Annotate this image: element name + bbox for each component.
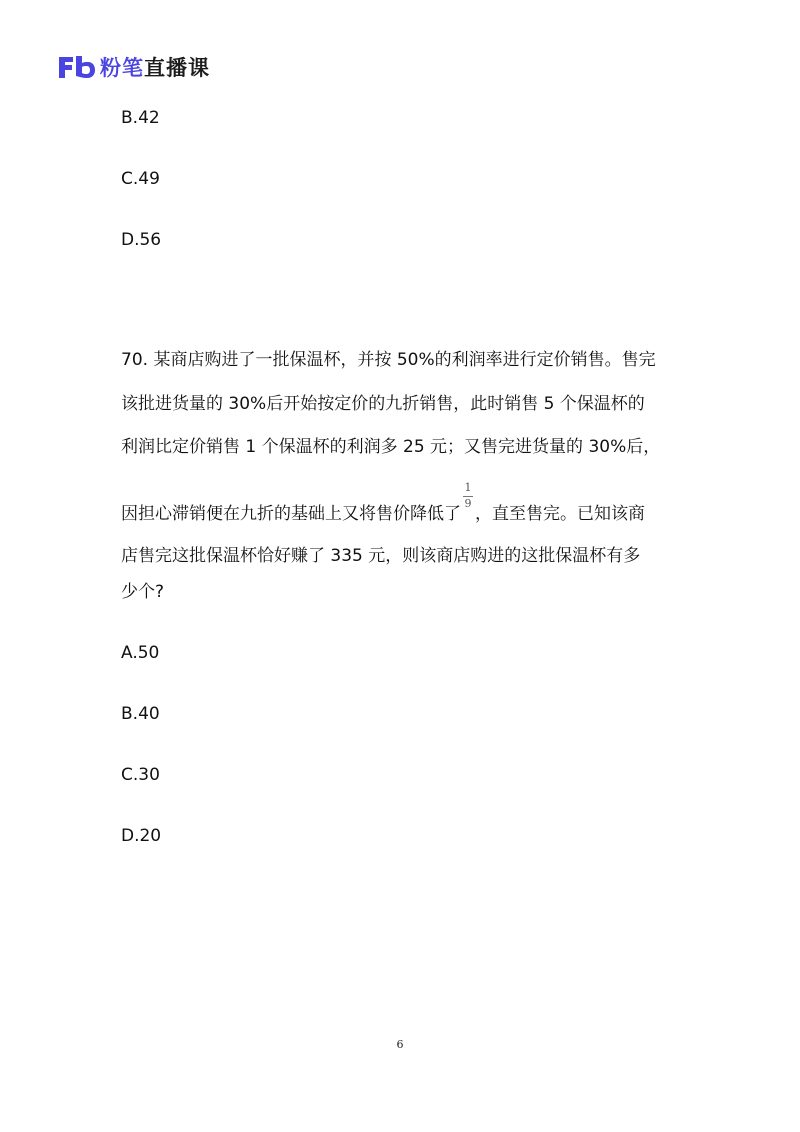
product-text: 直播课	[144, 56, 210, 80]
question-line-4	[121, 481, 645, 524]
option-c-prev: C.49	[121, 169, 160, 189]
option-b: B.40	[121, 704, 160, 724]
question-line-4-start: 因担心滞销便在九折的基础上又将售价降低了	[121, 504, 461, 524]
question-line-3: 利润比定价销售 1 个保温杯的利润多 25 元；又售完进货量的 30%后，	[121, 437, 661, 457]
page-number: 6	[396, 1038, 404, 1051]
brand-text: 粉笔	[100, 56, 144, 80]
question-line-5: 店售完这批保温杯恰好赚了 335 元，则该商店购进的这批保温杯有多	[121, 546, 641, 566]
option-a: A.50	[121, 643, 160, 663]
question-line-2: 该批进货量的 30%后开始按定价的九折销售，此时销售 5 个保温杯的	[121, 394, 645, 414]
option-d-prev: D.56	[121, 230, 162, 250]
fraction-one-ninth	[462, 482, 474, 522]
question-line-1: 70. 某商店购进了一批保温杯，并按 50%的利润率进行定价销售。售完	[121, 350, 656, 370]
option-b-prev: B.42	[121, 108, 160, 128]
fb-logo-icon	[56, 52, 96, 82]
brand-logo	[56, 52, 210, 82]
fraction-denominator: 9	[464, 497, 472, 510]
option-c: C.30	[121, 765, 160, 785]
question-line-6: 少个?	[121, 582, 165, 602]
brand-name	[100, 52, 210, 82]
question-line-4-end: ，直至售完。已知该商	[475, 504, 645, 524]
option-d: D.20	[121, 826, 162, 846]
fraction-numerator: 1	[464, 481, 472, 494]
